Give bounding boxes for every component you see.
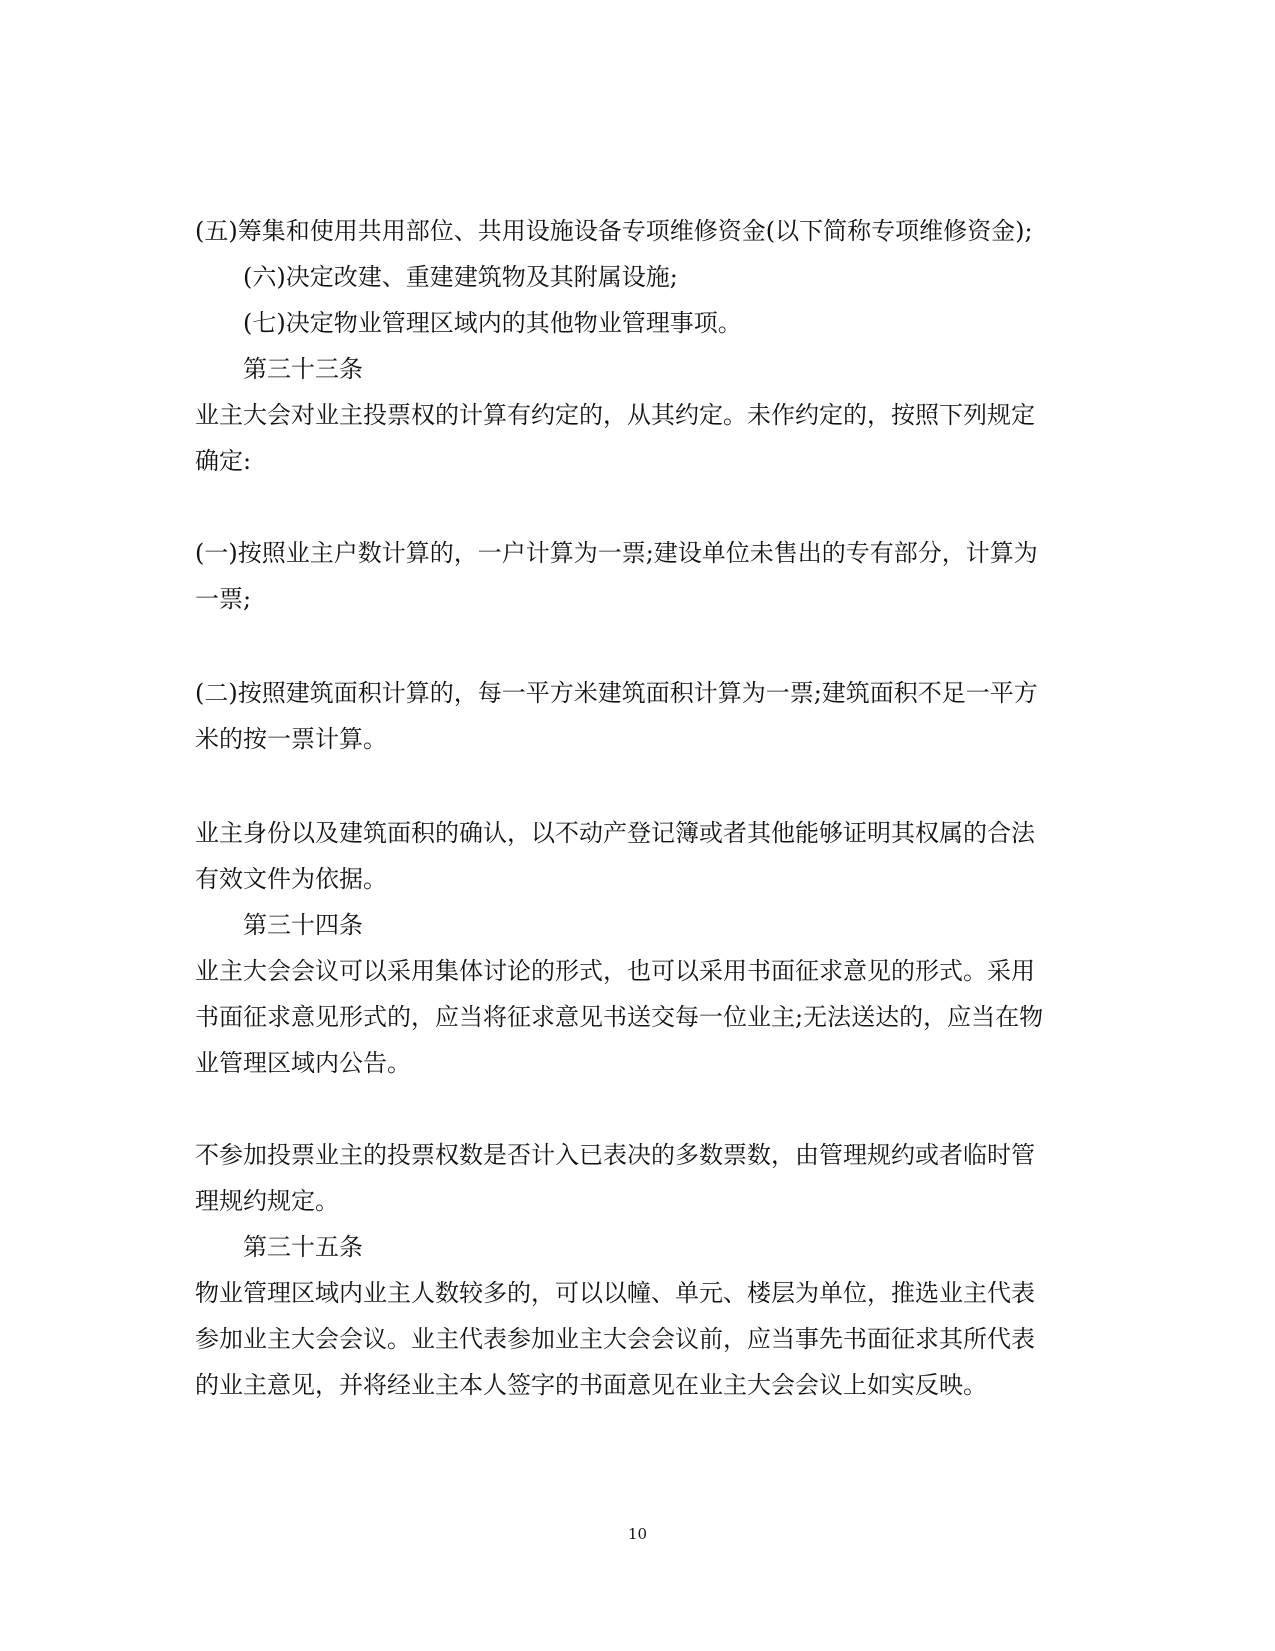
text-line: 不参加投票业主的投票权数是否计入已表决的多数票数，由管理规约或者临时管 — [195, 1141, 1035, 1169]
text-line: (七)决定物业管理区域内的其他物业管理事项。 — [243, 309, 742, 337]
page-number: 10 — [627, 1525, 648, 1543]
text-line: 书面征求意见形式的，应当将征求意见书送交每一位业主;无法送达的，应当在物 — [195, 1003, 1044, 1031]
text-line: (六)决定改建、重建建筑物及其附属设施; — [243, 263, 678, 291]
text-line: 米的按一票计算。 — [195, 725, 387, 753]
article-heading: 第三十四条 — [243, 911, 363, 939]
text-line: 业主大会会议可以采用集体讨论的形式，也可以采用书面征求意见的形式。采用 — [195, 957, 1035, 985]
text-line: 业管理区域内公告。 — [195, 1049, 411, 1077]
text-line: 一票; — [195, 585, 252, 613]
text-line: 物业管理区域内业主人数较多的，可以以幢、单元、楼层为单位，推选业主代表 — [195, 1279, 1035, 1307]
text-line: (二)按照建筑面积计算的，每一平方米建筑面积计算为一票;建筑面积不足一平方 — [195, 679, 1038, 707]
article-heading: 第三十三条 — [243, 355, 363, 383]
text-line: 参加业主大会会议。业主代表参加业主大会会议前，应当事先书面征求其所代表 — [195, 1325, 1035, 1353]
text-line: (五)筹集和使用共用部位、共用设施设备专项维修资金(以下简称专项维修资金); — [195, 217, 1033, 245]
text-line: 业主身份以及建筑面积的确认，以不动产登记簿或者其他能够证明其权属的合法 — [195, 819, 1035, 847]
text-line: 有效文件为依据。 — [195, 865, 387, 893]
text-line: 理规约规定。 — [195, 1187, 339, 1215]
text-line: 确定: — [195, 447, 252, 475]
article-heading: 第三十五条 — [243, 1233, 363, 1261]
text-line: 的业主意见，并将经业主本人签字的书面意见在业主大会会议上如实反映。 — [195, 1371, 987, 1399]
text-line: 业主大会对业主投票权的计算有约定的，从其约定。未作约定的，按照下列规定 — [195, 401, 1035, 429]
text-line: (一)按照业主户数计算的，一户计算为一票;建设单位未售出的专有部分，计算为 — [195, 539, 1038, 567]
